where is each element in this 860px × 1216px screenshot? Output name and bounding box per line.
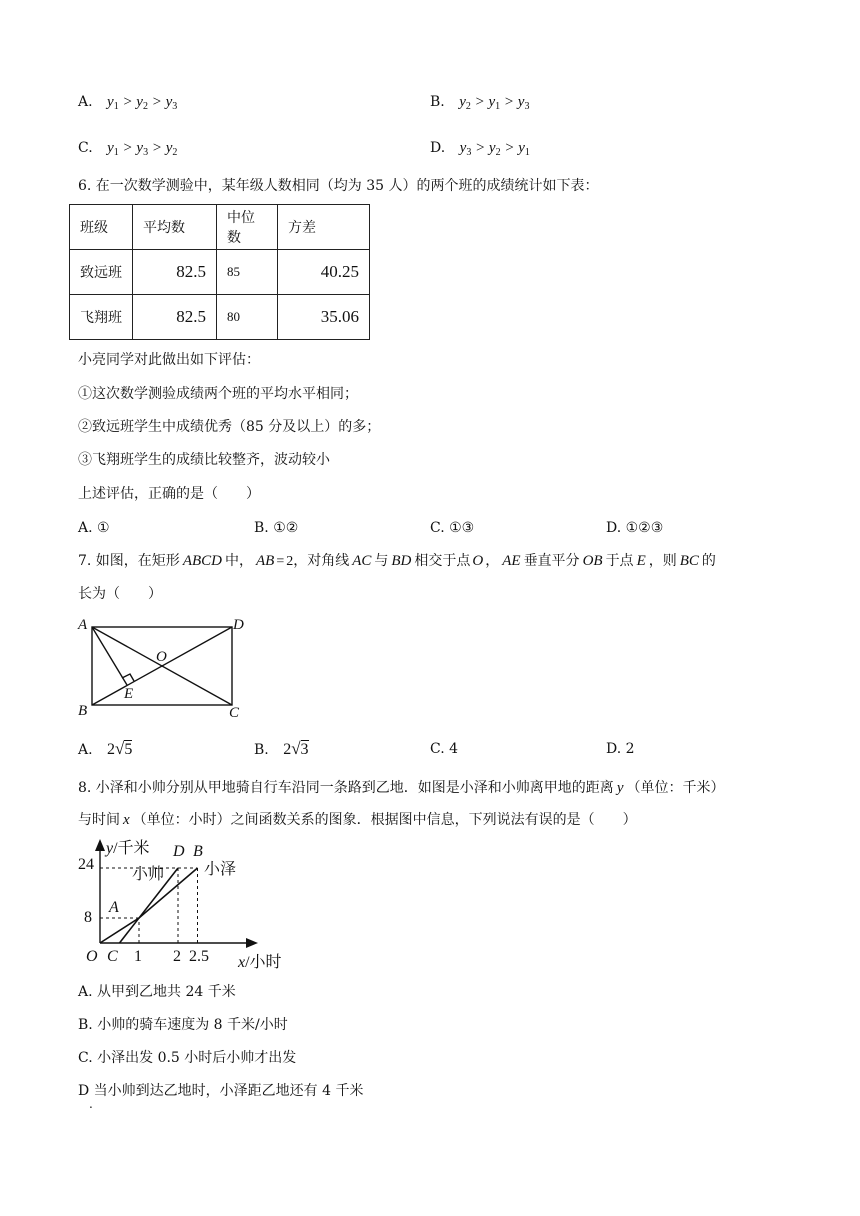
table-header-row [70,205,370,250]
q7-var-ae: AE [502,553,521,569]
q7-option-a-letter: A. [78,742,93,758]
q6-item-3: ③飞翔班学生的成绩比较整齐，波动较小 [78,452,330,468]
x-axis-arrow [246,938,258,948]
q6-option-b: B. ①② [254,520,299,536]
table-row [70,295,370,340]
point-b-label: B [193,843,203,860]
origin-label: O [86,948,98,965]
q5-option-c-expr: $y_1 > y_3 > y_2$ [107,140,178,158]
table-row [70,250,370,295]
q7-option-b [254,740,309,758]
q7-eq: = [276,554,285,569]
q7-var-e: E [636,553,646,569]
q8-option-a: A. 从甲到乙地共 24 千米 [78,984,236,1000]
header-median: 中位数 [217,205,278,250]
q7-option-a-radicand: 5 [124,741,133,758]
x-tick-2-5: 2.5 [189,948,209,965]
q5-option-c [78,141,177,158]
q7-stem-text: ， [485,553,500,569]
x-tick-2: 2 [173,948,181,965]
q7-var-bc: BC [679,553,699,569]
q7-stem-text: 7. 如图，在矩形 [78,553,180,569]
q7-stem-text: 与 [374,553,389,569]
y-axis-arrow [95,839,105,851]
q5-option-c-letter: C. [78,140,93,156]
y-tick-8: 8 [84,909,92,926]
label-e: E [124,686,134,702]
q5-option-a-expr: $y_1 > y_2 > y_3$ [107,94,178,112]
q6-stem: 6. 在一次数学测验中，某年级人数相同（均为 35 人）的两个班的成绩统计如下表： [78,178,599,194]
q7-stem-text: ，对角线 [293,553,350,569]
sqrt-sign: √ [291,739,301,758]
label-b: B [78,703,88,717]
series-label-ze: 小泽 [204,861,237,878]
q5-option-b-letter: B. [430,94,445,110]
scores-table [69,204,370,340]
q7-var-bd: BD [391,553,412,569]
q8-stem-text: 与时间 [78,812,120,828]
q5-option-a-letter: A. [78,94,93,110]
point-a-label: A [109,899,119,916]
x-tick-1: 1 [134,948,142,965]
q8-stem-text: 8. 小泽和小帅分别从甲地骑自行车沿同一条路到乙地．如图是小泽和小帅离甲地的距离 [78,780,614,796]
sqrt-sign: √ [115,739,125,758]
q7-option-b-radicand: 3 [300,741,309,758]
y-tick-24: 24 [78,856,94,873]
q7-option-b-letter: B. [254,742,269,758]
cell-class: 致远班 [70,250,133,295]
q8-option-c: C. 小泽出发 0.5 小时后小帅才出发 [78,1050,297,1066]
x-axis-label: x/小时 [238,954,282,971]
q5-option-a [78,95,177,112]
q7-option-a-coef: 2 [107,741,116,758]
q7-stem-text: 中， [224,553,253,569]
label-d: D [233,617,244,633]
q6-item-1: ①这次数学测验成绩两个班的平均水平相同； [78,386,358,402]
q8-stem-line1 [78,781,724,796]
q7-stem-line2: 长为（ ） [78,586,162,602]
label-c: C [229,705,240,717]
q8-stem-text: （单位：小时）之间函数关系的图象．根据图中信息，下列说法有误的是（ ） [132,812,637,828]
q7-option-b-coef: 2 [283,741,292,758]
q7-val-2: 2 [286,554,294,569]
q8-option-d: D 当小帅到达乙地时，小泽距乙地还有 4 千米 [78,1083,364,1099]
cell-class: 飞翔班 [70,295,133,340]
rectangle-figure [72,612,272,717]
q7-stem-text: 垂直平分 [523,553,580,569]
q7-option-a [78,740,132,758]
q7-stem [78,554,716,569]
q8-var-x: x [123,812,130,828]
q8-stem-text: （单位：千米） [626,780,725,796]
q5-option-d-letter: D. [430,140,446,156]
q5-option-b-expr: $y_2 > y_1 > y_3$ [459,94,530,112]
q7-var-o: O [472,553,484,569]
q6-intro: 小亮同学对此做出如下评估： [78,352,260,368]
q7-stem-text: 相交于点 [414,553,471,569]
q8-var-y: y [616,780,624,796]
stray-dot: . [89,1097,93,1111]
segment-ae [92,627,127,685]
header-mean: 平均数 [133,205,217,250]
q6-option-c: C. ①③ [430,520,475,536]
q7-option-c: C. 4 [430,741,459,757]
q5-option-b [430,95,529,112]
cell-median: 85 [217,250,278,295]
q5-option-d-expr: $y_3 > y_2 > y_1$ [459,140,530,158]
q7-stem-text: 于点 [605,553,634,569]
cell-variance: 40.25 [278,250,370,295]
q6-option-d: D. ①②③ [606,520,664,536]
q7-var-ob: OB [582,553,603,569]
y-axis-label: y/千米 [106,840,150,857]
cell-mean: 82.5 [133,250,217,295]
cell-mean: 82.5 [133,295,217,340]
q8-option-b: B. 小帅的骑车速度为 8 千米/小时 [78,1017,288,1033]
header-variance: 方差 [278,205,370,250]
series-label-shuai: 小帅 [132,866,165,883]
q7-stem-text: ，则 [648,553,677,569]
header-class: 班级 [70,205,133,250]
label-o: O [156,649,167,665]
q8-stem-line2 [78,813,637,828]
q6-item-2: ②致远班学生中成绩优秀（85 分及以上）的多； [78,419,381,435]
q7-option-d: D. 2 [606,741,635,757]
q7-var-ab: AB [255,553,275,569]
q5-option-d [430,141,530,158]
q6-question: 上述评估，正确的是（ ） [78,486,260,502]
distance-time-graph [76,836,306,971]
q7-var-ac: AC [352,553,372,569]
label-a: A [78,617,88,633]
point-c-label: C [107,948,118,965]
point-d-label: D [173,843,185,860]
q6-option-a: A. ① [78,520,110,536]
cell-median: 80 [217,295,278,340]
q7-var-abcd: ABCD [182,553,222,569]
cell-variance: 35.06 [278,295,370,340]
q7-stem-text: 的 [701,553,716,569]
